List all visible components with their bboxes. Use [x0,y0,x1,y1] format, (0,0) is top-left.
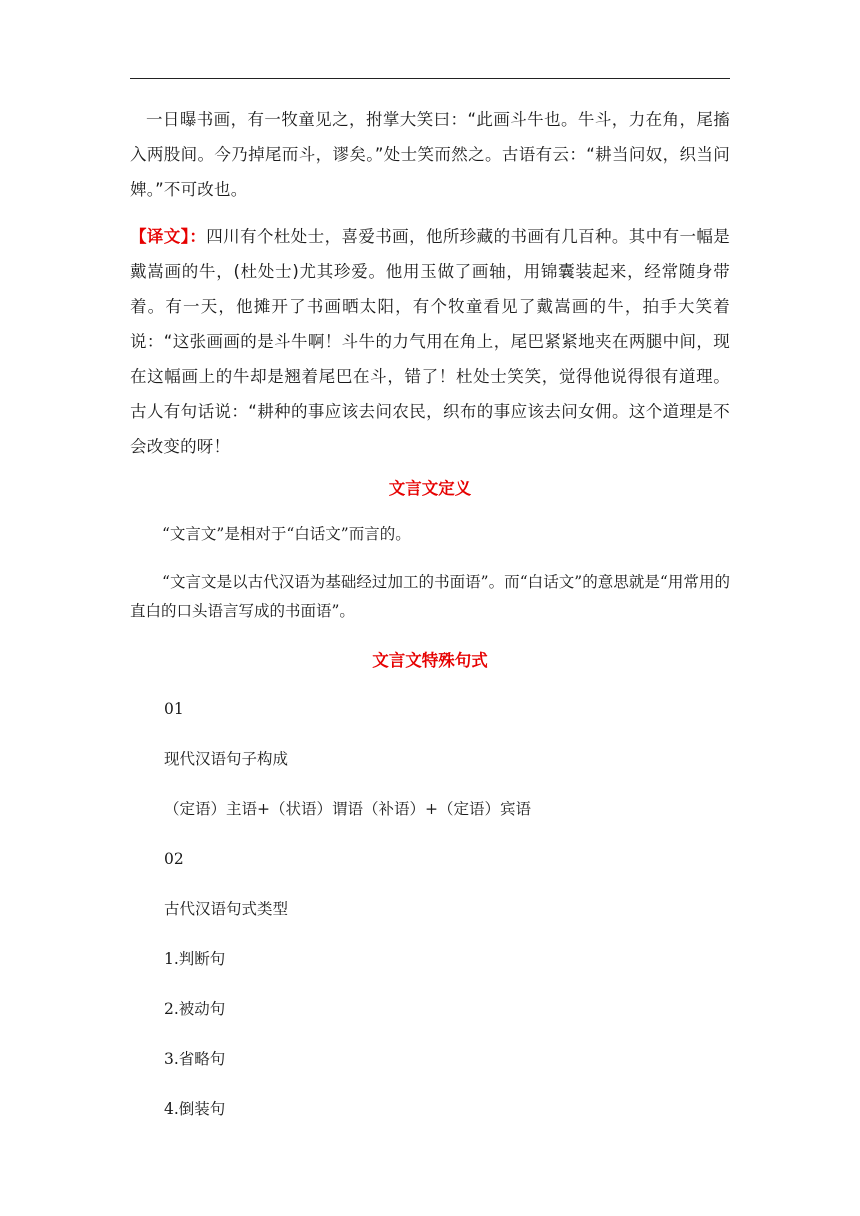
list-item-modern-structure-formula: （定语）主语+（状语）谓语（补语）+（定语）宾语 [164,800,531,818]
list-item-judgment-sentence: 1.判断句 [164,950,226,968]
translation-label: 【译文】： [130,227,207,246]
header-rule [130,78,730,79]
document-content [130,102,730,1120]
classical-text-paragraph: 一日曝书画，有一牧童见之，拊掌大笑曰：“此画斗牛也。牛斗，力在角，尾搐入两股间。今乃掉尾而斗，谬矣。”处士笑而然之。古语有云：“耕当问奴，织当问婢。”不可改也。 [130,110,730,199]
list-item-ancient-types-heading: 古代汉语句式类型 [164,900,289,918]
list-item-passive-sentence: 2.被动句 [164,1000,226,1018]
section-title-sentence-patterns: 文言文特殊句式 [372,651,488,670]
translation-paragraph [130,219,730,464]
definition-paragraph-1: “文言文”是相对于“白话文”而言的。 [162,525,411,543]
list-item-number-01: 01 [164,700,184,718]
list-item-modern-structure-heading: 现代汉语句子构成 [164,750,289,768]
section-title-definition: 文言文定义 [388,479,472,498]
definition-paragraph-2: “文言文是以古代汉语为基础经过加工的书面语”。而“白话文”的意思就是“用常用的直白的口头语言写成的书面语”。 [130,573,730,620]
list-item-number-02: 02 [164,850,184,868]
list-item-inverted-sentence: 4.倒装句 [164,1100,226,1118]
list-item-ellipsis-sentence: 3.省略句 [164,1050,226,1068]
translation-text: 四川有个杜处士，喜爱书画，他所珍藏的书画有几百种。其中有一幅是戴嵩画的牛，(杜处士)尤其珍爱。他用玉做了画轴，用锦囊装起来，经常随身带着。有一天，他摊开了书画晒太阳，有个牧童看见了戴嵩画的牛，拍手大笑着说：“这张画画的是斗牛啊！斗牛的力气用在角上，尾巴紧紧地夹在两腿中间，现在这幅画上的牛却是翘着尾巴在斗，错了！杜处士笑笑，觉得他说得很有道理。古人有句话说：“耕种的事应该去问农民，织布的事应该去问女佣。这个道理是不会改变的呀！ [130,227,731,456]
